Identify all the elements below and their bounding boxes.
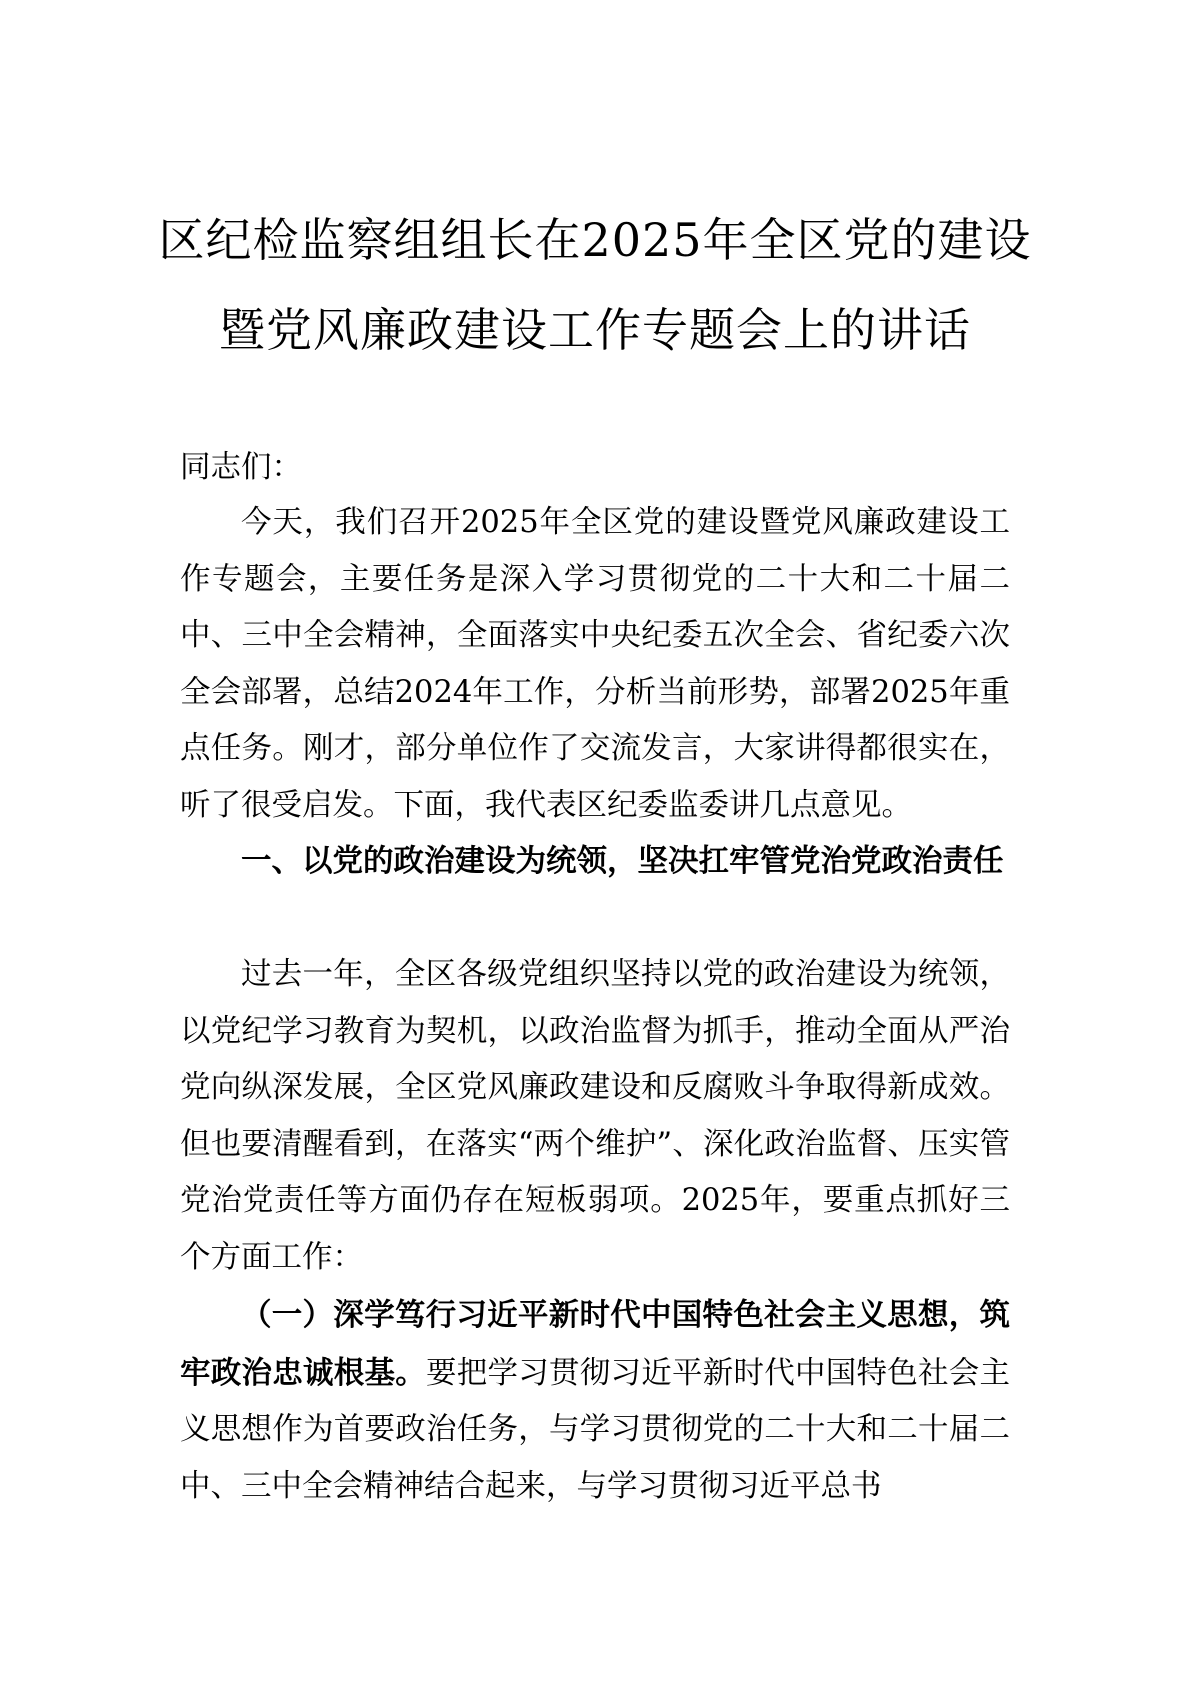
paragraph-subsection-1 (180, 1287, 1010, 1515)
salutation: 同志们： (180, 450, 302, 485)
paragraph-section-1: 过去一年，全区各级党组织坚持以党的政治建设为统领，以党纪学习教育为契机，以政治监督为抓手，推动全面从严治党向纵深发展，全区党风廉政建设和反腐败斗争取得新成效。但也要清醒看到，在落实“两个维护”、深化政治监督、压实管党治党责任等方面仍存在短板弱项。2025年，要重点抓好三个方面工作： (180, 957, 1010, 1275)
document-title-line-2: 暨党风廉政建设工作专题会上的讲话 (219, 303, 971, 357)
document-title-line-1: 区纪检监察组组长在2025年全区党的建设 (158, 213, 1032, 267)
paragraph-intro: 今天，我们召开2025年全区党的建设暨党风廉政建设工作专题会，主要任务是深入学习贯彻党的二十大和二十届二中、三中全会精神，全面落实中央纪委五次全会、省纪委六次全会部署，总结2024年工作，分析当前形势，部署2025年重点任务。刚才，部分单位作了交流发言，大家讲得都很实在，听了很受启发。下面，我代表区纪委监委讲几点意见。 (180, 505, 1010, 823)
subsection-heading-1: （一）深学笃行习近平新时代中国特色社会主义思想，筑牢政治忠诚根基。 (180, 1297, 1010, 1391)
section-heading-1: 一、以党的政治建设为统领，坚决扛牢管党治党政治责任 (241, 844, 1004, 879)
subsection-body-1: 要把学习贯彻习近平新时代中国特色社会主义思想作为首要政治任务，与学习贯彻党的二十大和二十届二中、三中全会精神结合起来，与学习贯彻习近平总书 (180, 1355, 1010, 1504)
